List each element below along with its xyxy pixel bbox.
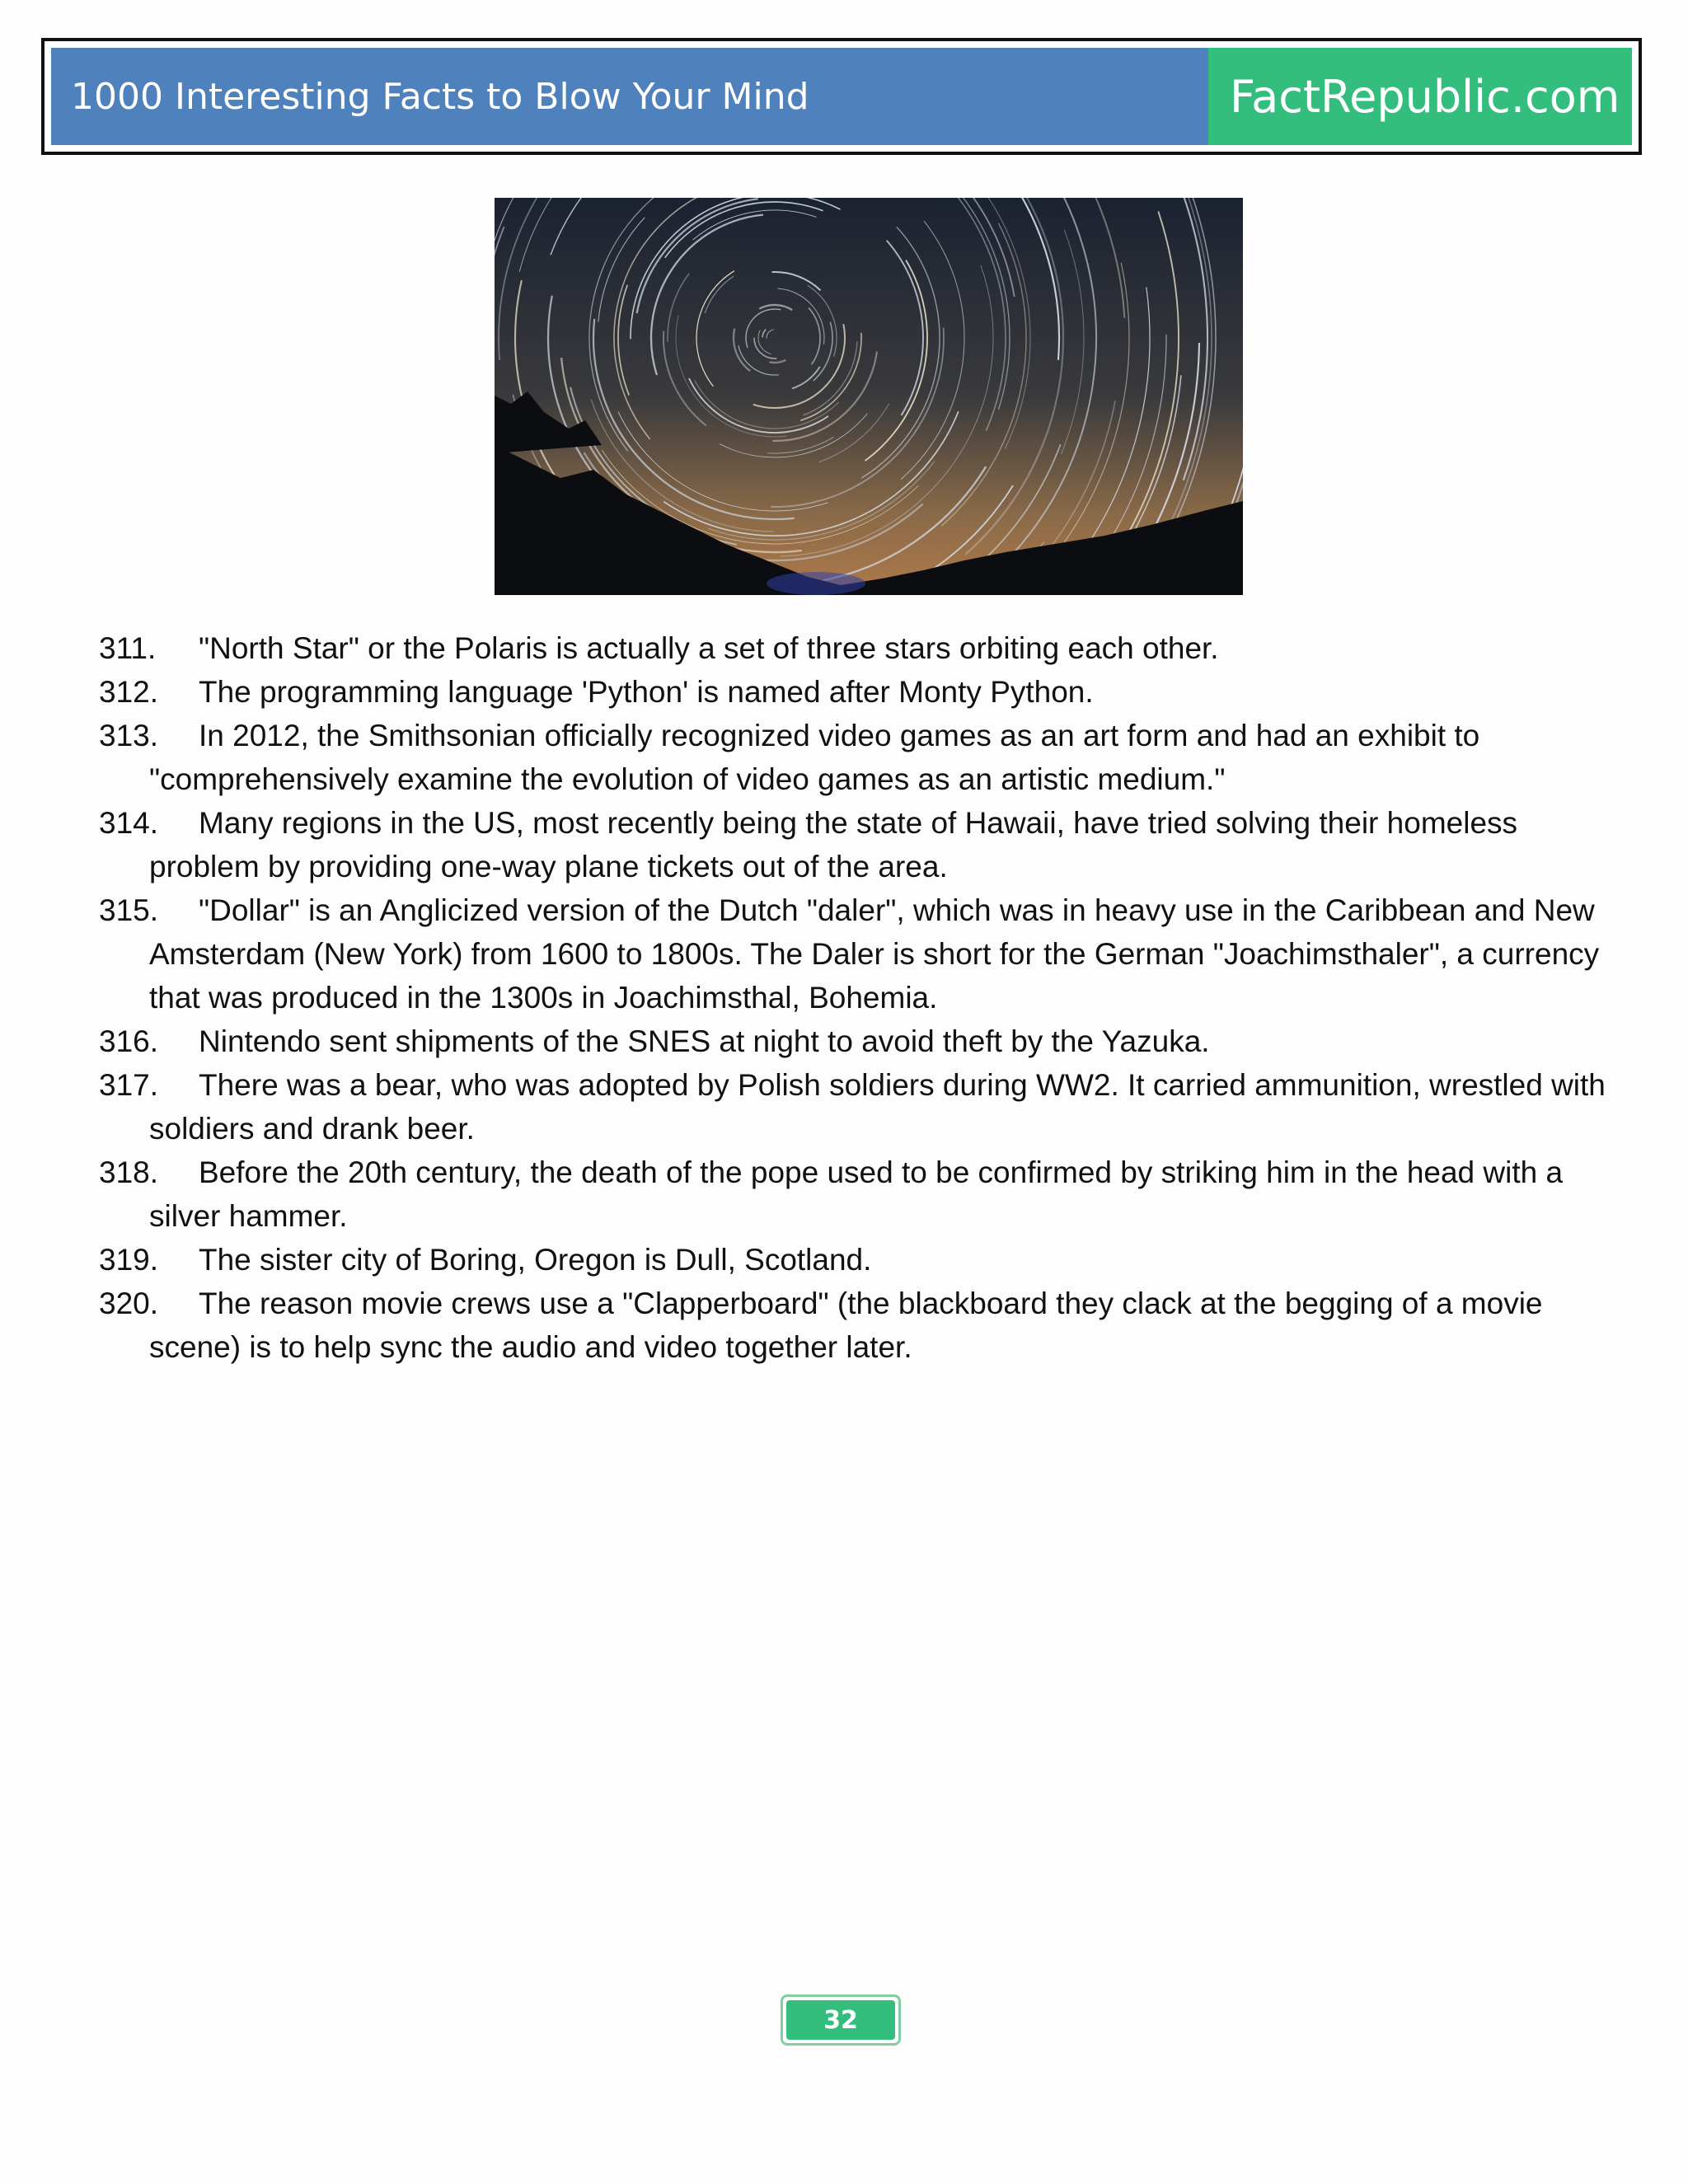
fact-text: Nintendo sent shipments of the SNES at night to avoid theft by the Yazuka. — [199, 1024, 1210, 1058]
fact-number: 320. — [99, 1286, 159, 1320]
fact-number: 311. — [99, 631, 157, 665]
fact-number: 318. — [99, 1155, 159, 1189]
facts-list — [99, 626, 1615, 1369]
fact-item — [99, 626, 1615, 670]
fact-item — [99, 714, 1615, 801]
fact-text: In 2012, the Smithsonian officially recognized video games as an art form and had an exhibit to "comprehensively examine the evolution of video games as an artistic medium." — [149, 719, 1480, 796]
fact-item — [99, 801, 1615, 888]
star-trails-photo — [495, 198, 1243, 595]
fact-item — [99, 1019, 1615, 1063]
fact-text: Before the 20th century, the death of the pope used to be confirmed by striking him in the head with a silver hammer. — [149, 1155, 1564, 1233]
fact-number: 315. — [99, 893, 159, 927]
fact-item — [99, 1282, 1615, 1369]
site-name[interactable]: FactRepublic.com — [1208, 48, 1632, 145]
fact-item — [99, 1063, 1615, 1151]
fact-text: The programming language 'Python' is named after Monty Python. — [199, 675, 1094, 709]
fact-item — [99, 670, 1615, 714]
page-number: 32 — [786, 2000, 895, 2040]
fact-text: There was a bear, who was adopted by Polish soldiers during WW2. It carried ammunition, wrestled with soldiers and drank beer. — [149, 1068, 1606, 1146]
fact-text: Many regions in the US, most recently being the state of Hawaii, have tried solving their homeless problem by providing one-way plane tickets out of the area. — [149, 806, 1518, 883]
fact-text: "Dollar" is an Anglicized version of the Dutch "daler", which was in heavy use in the Caribbean and New Amsterdam (New York) from 1600 to 1800s. The Daler is short for the German "Joachimsthaler", a currency that was produced in the 1300s in Joachimsthal, Bohemia. — [149, 893, 1600, 1015]
fact-number: 313. — [99, 719, 159, 752]
book-title: 1000 Interesting Facts to Blow Your Mind — [51, 48, 1208, 145]
header-banner — [41, 38, 1642, 155]
fact-text: The reason movie crews use a "Clapperboard" (the blackboard they clack at the begging of a movie scene) is to help sync the audio and video together later. — [149, 1286, 1543, 1364]
fact-number: 312. — [99, 675, 159, 709]
fact-number: 319. — [99, 1243, 159, 1277]
fact-item — [99, 1151, 1615, 1238]
fact-number: 317. — [99, 1068, 159, 1102]
fact-item — [99, 888, 1615, 1019]
fact-text: "North Star" or the Polaris is actually a set of three stars orbiting each other. — [199, 631, 1219, 665]
fact-item — [99, 1238, 1615, 1282]
fact-number: 316. — [99, 1024, 159, 1058]
fact-text: The sister city of Boring, Oregon is Dull, Scotland. — [199, 1243, 872, 1277]
page-number-badge — [781, 1994, 901, 2046]
fact-number: 314. — [99, 806, 159, 840]
